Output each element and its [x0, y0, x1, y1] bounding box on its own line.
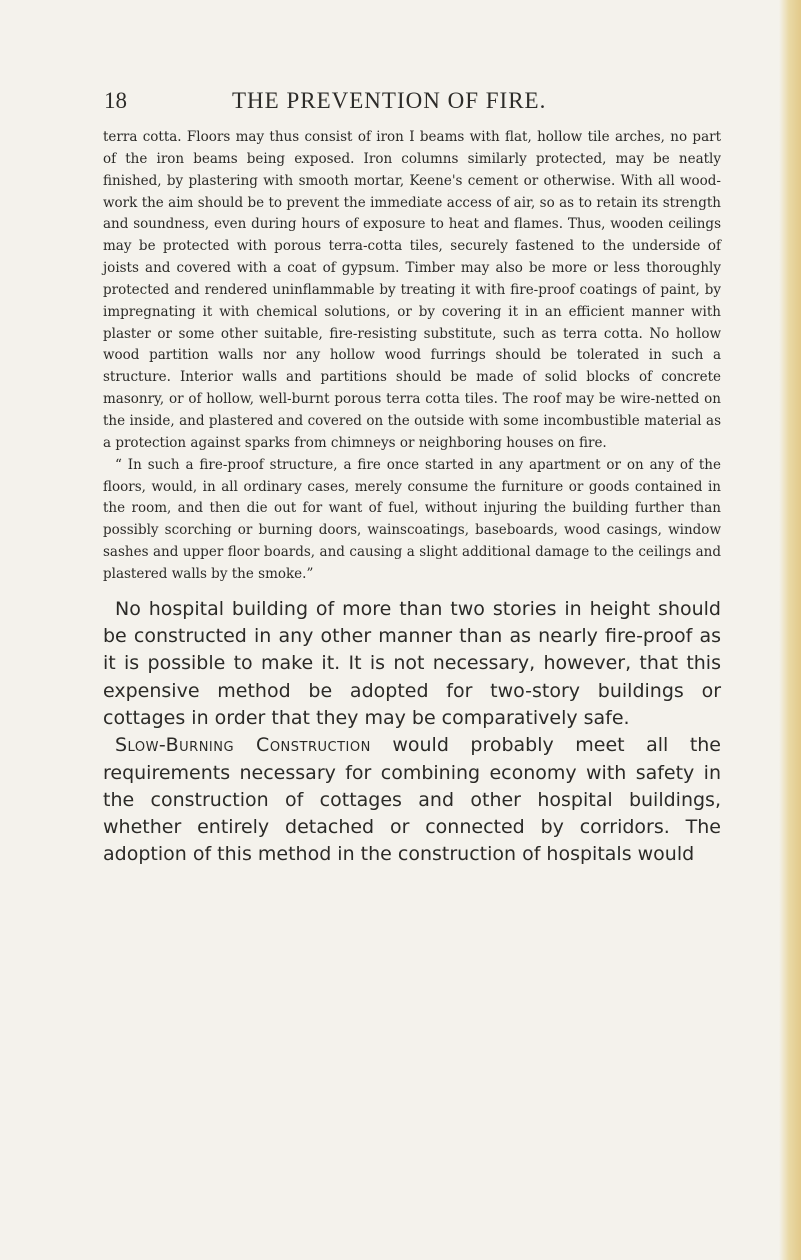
- paragraph-4-rest: would probably meet all the requirements necessary for combining economy with safety in the construction of cottages and other hospital buildings, whether entirely detached or connected by corridors. The adoption of this method in the construction of hospitals would: [103, 734, 721, 866]
- paragraph-3: No hospital building of more than two stories in height should be constructed in any other manner than as nearly fire-proof as it is possible to make it. It is not necessary, however, that this expensive method be adopted for two-story buildings or cottages in order that they may be comparatively safe.: [103, 597, 721, 729]
- paragraph-2-quotation: “ In such a fire-proof structure, a fire once started in any apartment or on any of the floors, would, in all ordinary cases, merely consume the furniture or goods contained in the room, and then die out for want of fuel, without injuring the building further than possibly scorching or burning doors, wainscoatings, baseboards, wood casings, window sashes and upper floor boards, and causing a slight additional damage to the ceilings and plastered walls by the smoke.”: [103, 456, 721, 582]
- page-edge: [779, 0, 801, 1260]
- running-head: THE PREVENTION OF FIRE.: [232, 88, 547, 113]
- paragraph-4: [103, 732, 721, 868]
- page-number: 18: [104, 88, 127, 113]
- paragraph-1: terra cotta. Floors may thus consist of iron I beams with flat, hollow tile arches, no part of the iron beams being exposed. Iron columns similarly protected, may be neatly finished, by plastering with smooth mortar, Keene's cement or otherwise. With all wood-work the aim should be to prevent the immediate access of air, so as to retain its strength and soundness, even during hours of exposure to heat and flames. Thus, wooden ceilings may be protected with porous terra-cotta tiles, securely fastened to the underside of joists and covered with a coat of gypsum. Timber may also be more or less thoroughly protected and rendered uninflammable by treating it with fire-proof coatings of paint, by impregnating it with chemical solutions, or by covering it in an efficient manner with plaster or some other suitable, fire-resisting substitute, such as terra cotta. No hollow wood partition walls nor any hollow wood furrings should be tolerated in such a structure. Interior walls and partitions should be made of solid blocks of concrete masonry, or of hollow, well-burnt porous terra cotta tiles. The roof may be wire-netted on the inside, and plastered and covered on the outside with some incombustible material as a protection against sparks from chimneys or neighboring houses on fire.: [103, 129, 721, 451]
- page-header: [104, 88, 724, 116]
- paragraph-4-lead: Slow-Burning Construction: [115, 734, 371, 757]
- body-text: [103, 127, 721, 869]
